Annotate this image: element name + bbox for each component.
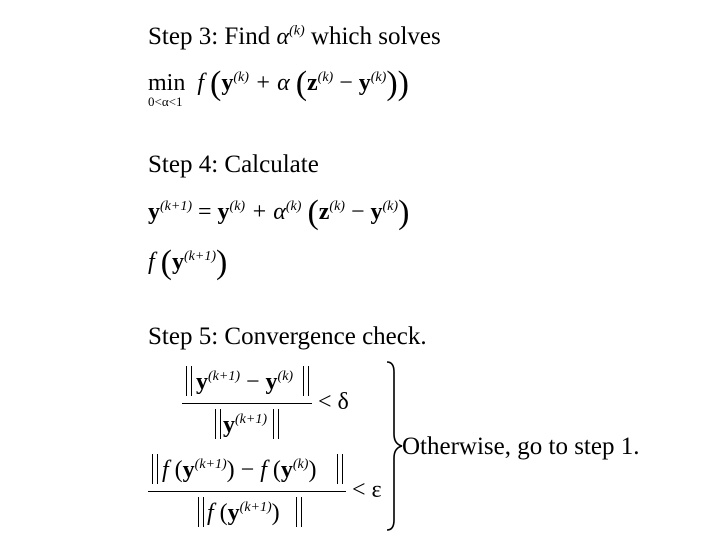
- norm-bar-right: [273, 409, 279, 439]
- y-vector: y: [280, 457, 293, 483]
- z-vector: z: [318, 199, 330, 225]
- y-vector: y: [370, 199, 383, 225]
- less-than-delta: < δ: [318, 389, 349, 415]
- paren-close: )): [386, 65, 409, 102]
- minus-sign: −: [240, 457, 255, 483]
- norm-bar-left: [198, 497, 204, 527]
- norm-bar-left: [186, 366, 192, 396]
- step4-f-formula: [148, 246, 227, 280]
- paren-open: (: [210, 65, 222, 102]
- y-vector: y: [217, 199, 230, 225]
- f-symbol: f: [162, 457, 169, 483]
- paren-open: (: [295, 65, 308, 102]
- f-symbol: f: [260, 457, 267, 483]
- fraction-bar: [148, 491, 346, 492]
- plus-alpha: + α: [251, 199, 286, 225]
- y-vector: y: [265, 369, 278, 395]
- paren-close: ): [226, 457, 235, 483]
- y-vector: y: [148, 199, 160, 225]
- equals-sign: =: [198, 199, 212, 225]
- criterion2-numerator: [162, 458, 316, 482]
- y-vector: y: [221, 70, 234, 96]
- z-vector: z: [307, 70, 318, 96]
- k-superscript: (k): [370, 70, 387, 85]
- k-superscript: (k): [292, 457, 309, 472]
- k1-superscript: (k+1): [235, 412, 267, 427]
- k1-superscript: (k+1): [208, 369, 240, 384]
- paren-close: ): [398, 194, 410, 231]
- paren-open: (: [174, 457, 183, 483]
- y-vector: y: [358, 70, 371, 96]
- paren-close: ): [271, 500, 280, 526]
- y-vector: y: [182, 457, 195, 483]
- f-symbol: f: [207, 500, 214, 526]
- k1-superscript: (k+1): [184, 249, 216, 264]
- norm-bar-left: [152, 454, 158, 484]
- paren-close: ): [308, 457, 317, 483]
- y-vector: y: [172, 249, 184, 275]
- norm-bar-right: [337, 454, 343, 484]
- paren-open: (: [219, 500, 228, 526]
- k-superscript: (k): [382, 199, 399, 214]
- criterion2-denominator: [207, 501, 280, 525]
- fraction-bar: [182, 403, 312, 404]
- k-superscript: (k): [229, 199, 246, 214]
- otherwise-text: Otherwise, go to step 1.: [402, 433, 640, 460]
- k1-superscript: (k+1): [239, 500, 272, 515]
- min-constraint: 0<α<1: [148, 94, 183, 109]
- paren-close: ): [216, 244, 228, 281]
- alpha-symbol: α: [276, 24, 290, 50]
- k-superscript: (k): [329, 199, 345, 214]
- norm-bar-right: [296, 497, 302, 527]
- paren-open: (: [272, 457, 281, 483]
- step5-label: Step 5: Convergence check.: [148, 323, 427, 350]
- y-vector: y: [227, 500, 240, 526]
- f-symbol: f: [148, 249, 155, 275]
- paren-open: (: [160, 244, 172, 281]
- norm-bar-left: [215, 409, 221, 439]
- k1-superscript: (k+1): [160, 199, 192, 214]
- f-symbol: f: [197, 70, 205, 96]
- k-superscript: (k): [233, 70, 249, 85]
- step4-update-formula: [148, 196, 409, 230]
- k-superscript: (k): [289, 23, 305, 39]
- paren-open: (: [307, 194, 319, 231]
- less-than-epsilon: < ε: [352, 477, 382, 503]
- plus-alpha: + α: [254, 70, 290, 96]
- step4-label: Step 4: Calculate: [148, 151, 319, 178]
- step3-formula: [148, 67, 409, 101]
- min-operator: min: [148, 70, 186, 96]
- step3-tail-text: which solves: [310, 23, 441, 50]
- y-vector: y: [196, 369, 208, 395]
- minus-sign: −: [350, 199, 365, 225]
- k-superscript: (k): [317, 70, 334, 85]
- step3-text: Step 3: Find: [148, 23, 271, 50]
- minus-sign: −: [246, 369, 260, 395]
- step3-label: [148, 24, 441, 49]
- k-superscript: (k): [277, 369, 294, 384]
- criterion1-numerator: [196, 370, 293, 394]
- k1-superscript: (k+1): [194, 457, 227, 472]
- norm-bar-right: [303, 366, 309, 396]
- y-vector: y: [223, 412, 235, 438]
- k-superscript: (k): [285, 199, 302, 214]
- minus-sign: −: [339, 70, 353, 96]
- criterion1-denominator: [223, 413, 267, 437]
